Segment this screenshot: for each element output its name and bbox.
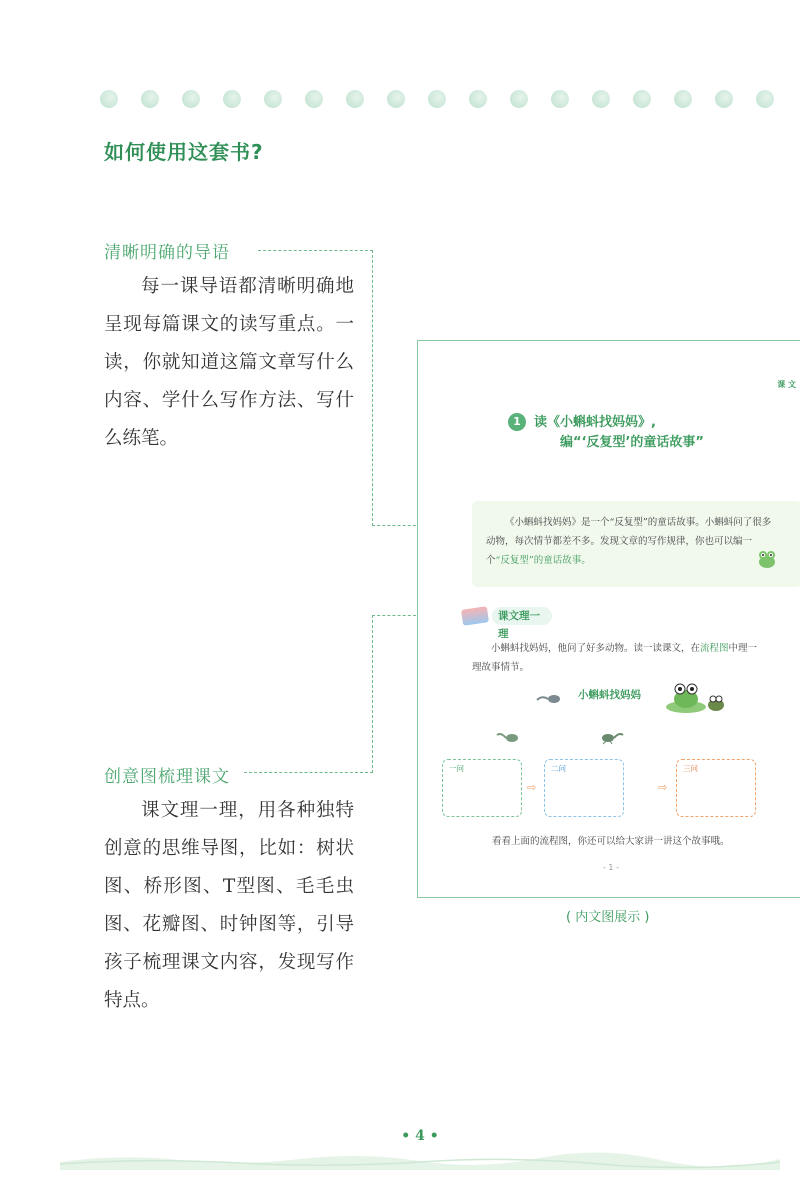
page-title: 如何使用这套书? xyxy=(104,140,264,164)
arrow-right-icon: ⇨ xyxy=(527,781,537,794)
preview-heading-line2: 编“‘反复型’的童话故事” xyxy=(560,435,704,450)
preview-intro-text: 《小蝌蚪找妈妈》是一个“反复型”的童话故事。小蝌蚪问了很多动物，每次情节都差不多。发现文章的写作规律，你也可以编一个“反复型”的童话故事。 xyxy=(486,517,772,566)
dot-decoration xyxy=(182,90,200,108)
badge-label: 课文理一理 xyxy=(492,607,552,625)
inner-page-preview xyxy=(417,340,800,898)
dot-decoration xyxy=(674,90,692,108)
dot-decoration xyxy=(141,90,159,108)
dot-decoration xyxy=(592,90,610,108)
preview-corner-tag: 课 文 xyxy=(777,380,796,389)
section-title-guide: 清晰明确的导语 xyxy=(104,243,230,263)
dot-decoration xyxy=(305,90,323,108)
page-number: • 4 • xyxy=(401,1128,439,1144)
section-body-guide: 每一课导语都清晰明确地呈现每篇课文的读写重点。一读，你就知道这篇文章写什么内容、学什么写作方法、写什么练笔。 xyxy=(104,276,354,449)
dot-decoration xyxy=(633,90,651,108)
book-icon xyxy=(461,606,489,625)
frogs-illustration-icon xyxy=(664,679,728,715)
preview-intro-box xyxy=(472,501,800,587)
tadpole-icon xyxy=(496,729,522,745)
dot-decoration xyxy=(469,90,487,108)
leader-line xyxy=(258,250,373,251)
dot-decoration xyxy=(346,90,364,108)
dot-decoration xyxy=(100,90,118,108)
frog-icon xyxy=(756,549,778,569)
dot-decoration xyxy=(551,90,569,108)
dot-decoration xyxy=(223,90,241,108)
leader-line xyxy=(372,250,373,526)
decorative-dot-row xyxy=(100,90,780,112)
preview-heading-line1: 读《小蝌蚪找妈妈》, xyxy=(534,415,656,430)
leader-line xyxy=(244,772,373,773)
preview-task-text: 小蝌蚪找妈妈，他问了好多动物。读一读课文，在流程图中理一理故事情节。 xyxy=(472,643,758,673)
dot-decoration xyxy=(264,90,282,108)
flowchart-box-second: 二问 xyxy=(544,759,624,817)
section-badge xyxy=(462,605,552,640)
section-body-mindmap: 课文理一理，用各种独特创意的思维导图，比如：树状图、桥形图、T型图、毛毛虫图、花瓣图、时钟图等，引导孩子梳理课文内容，发现写作特点。 xyxy=(104,800,354,1011)
grass-decoration-icon xyxy=(60,1150,780,1170)
dot-decoration xyxy=(428,90,446,108)
preview-caption: ( 内文图展示 ) xyxy=(566,910,650,925)
dot-decoration xyxy=(756,90,774,108)
dot-decoration xyxy=(715,90,733,108)
flowchart-title: 小蝌蚪找妈妈 xyxy=(578,689,641,701)
lesson-number-badge: 1 xyxy=(508,413,526,431)
preview-page-marker: - 1 - xyxy=(603,863,619,872)
tadpole-icon xyxy=(598,729,624,745)
task-highlight: 流程图 xyxy=(700,643,729,654)
flowchart-box-third: 三问 xyxy=(676,759,756,817)
dot-decoration xyxy=(387,90,405,108)
leader-line xyxy=(372,615,373,773)
preview-note: 看看上面的流程图，你还可以给大家讲一讲这个故事哦。 xyxy=(492,836,730,847)
flowchart-box-first: 一问 xyxy=(442,759,522,817)
dot-decoration xyxy=(510,90,528,108)
tadpole-icon xyxy=(536,691,562,707)
arrow-right-icon: ⇨ xyxy=(658,781,668,794)
section-title-mindmap: 创意图梳理课文 xyxy=(104,767,230,787)
intro-highlight: “反复型”的童话故事。 xyxy=(495,555,591,566)
